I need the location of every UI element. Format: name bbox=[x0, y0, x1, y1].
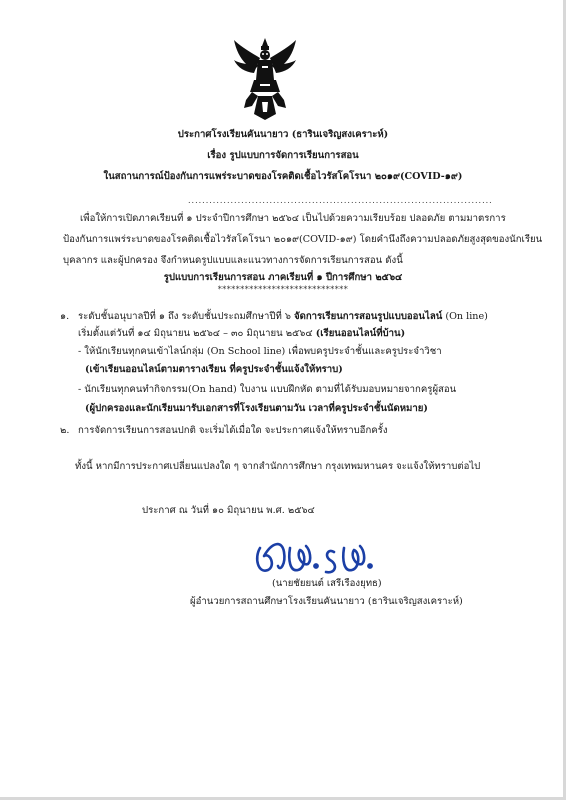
item-2-text: การจัดการเรียนการสอนปกติ จะเริ่มได้เมื่อใด จะประกาศแจ้งให้ทราบอีกครั้ง bbox=[78, 425, 388, 436]
announcement-subject: เรื่อง รูปแบบการจัดการเรียนการสอน bbox=[207, 150, 359, 161]
item-1-location: (เรียนออนไลน์ที่บ้าน) bbox=[315, 328, 406, 339]
item-1-sub-1: - ให้นักเรียนทุกคนเข้าไลน์กลุ่ม (On School line) เพื่อพบครูประจำชั้นและครูประจำวิชา bbox=[78, 346, 442, 357]
announcement-date: ประกาศ ณ วันที่ ๑๐ มิถุนายน พ.ศ. ๒๕๖๔ bbox=[142, 505, 315, 516]
item-2-number: ๒. bbox=[60, 425, 70, 436]
announcement-title: ประกาศโรงเรียนคันนายาว (ธารินเจริญสงเคราะห์) bbox=[177, 129, 389, 140]
item-1-number: ๑. bbox=[60, 311, 70, 322]
closing-note: ทั้งนี้ หากมีการประกาศเปลี่ยนแปลงใด ๆ จากสำนักการศึกษา กรุงเทพมหานคร จะแจ้งให้ทราบต่อไป bbox=[75, 461, 481, 472]
item-1-sub-1-note: (เข้าเรียนออนไลน์ตามตารางเรียน ที่ครูประจำชั้นแจ้งให้ทราบ) bbox=[85, 364, 343, 375]
item-1-online: (On line) bbox=[445, 311, 488, 322]
item-1-line-1 bbox=[78, 310, 488, 324]
signer-name: (นายชัยยนต์ เสรีเรืองยุทธ) bbox=[272, 578, 382, 589]
item-1-dates: เริ่มตั้งแต่วันที่ ๑๔ มิถุนายน ๒๕๖๔ – ๓๐ มิถุนายน ๒๕๖๔ bbox=[78, 328, 313, 339]
signer-title: ผู้อำนวยการสถานศึกษาโรงเรียนคันนายาว (ธารินเจริญสงเคราะห์) bbox=[190, 596, 463, 607]
intro-line-2: ป้องกันการแพร่ระบาดของโรคติดเชื้อไวรัสโคโรนา ๒๐๑๙(COVID-๑๙) โดยคำนึงถึงความปลอดภัยสูงสุดของนักเรียน bbox=[63, 234, 543, 245]
divider-dots: ...................................................................................... bbox=[188, 196, 493, 205]
item-1-level: ระดับชั้นอนุบาลปีที่ ๑ ถึง ระดับชั้นประถมศึกษาปีที่ ๖ bbox=[78, 311, 291, 322]
format-heading: รูปแบบการเรียนการสอน ภาคเรียนที่ ๑ ปีการศึกษา ๒๕๖๔ bbox=[163, 272, 403, 283]
announcement-subtitle: ในสถานการณ์ป้องกันการแพร่ระบาดของโรคติดเชื้อไวรัสโคโรนา ๒๐๑๙(COVID-๑๙) bbox=[103, 171, 463, 182]
garuda-emblem-icon bbox=[232, 36, 298, 120]
intro-line-1: เพื่อให้การเปิดภาคเรียนที่ ๑ ประจำปีการศึกษา ๒๕๖๔ เป็นไปด้วยความเรียบร้อย ปลอดภัย ตามมาตรการ bbox=[80, 213, 506, 224]
item-1-sub-2-note: (ผู้ปกครองและนักเรียนมารับเอกสารที่โรงเรียนตามวัน เวลาที่ครูประจำชั้นนัดหมาย) bbox=[85, 403, 428, 414]
intro-line-3: บุคลากร และผู้ปกครอง จึงกำหนดรูปแบบและแนวทางการจัดการเรียนการสอน ดังนี้ bbox=[63, 255, 403, 266]
item-1-sub-2: - นักเรียนทุกคนทำกิจกรรม(On hand) ใบงาน แบบฝึกหัด ตามที่ได้รับมอบหมายจากครูผู้สอน bbox=[78, 384, 457, 395]
item-1-format: จัดการเรียนการสอนรูปแบบออนไลน์ bbox=[293, 311, 443, 322]
divider-stars: ***************************** bbox=[217, 285, 349, 294]
item-1-line-2 bbox=[78, 327, 405, 341]
handwritten-signature bbox=[252, 530, 402, 580]
